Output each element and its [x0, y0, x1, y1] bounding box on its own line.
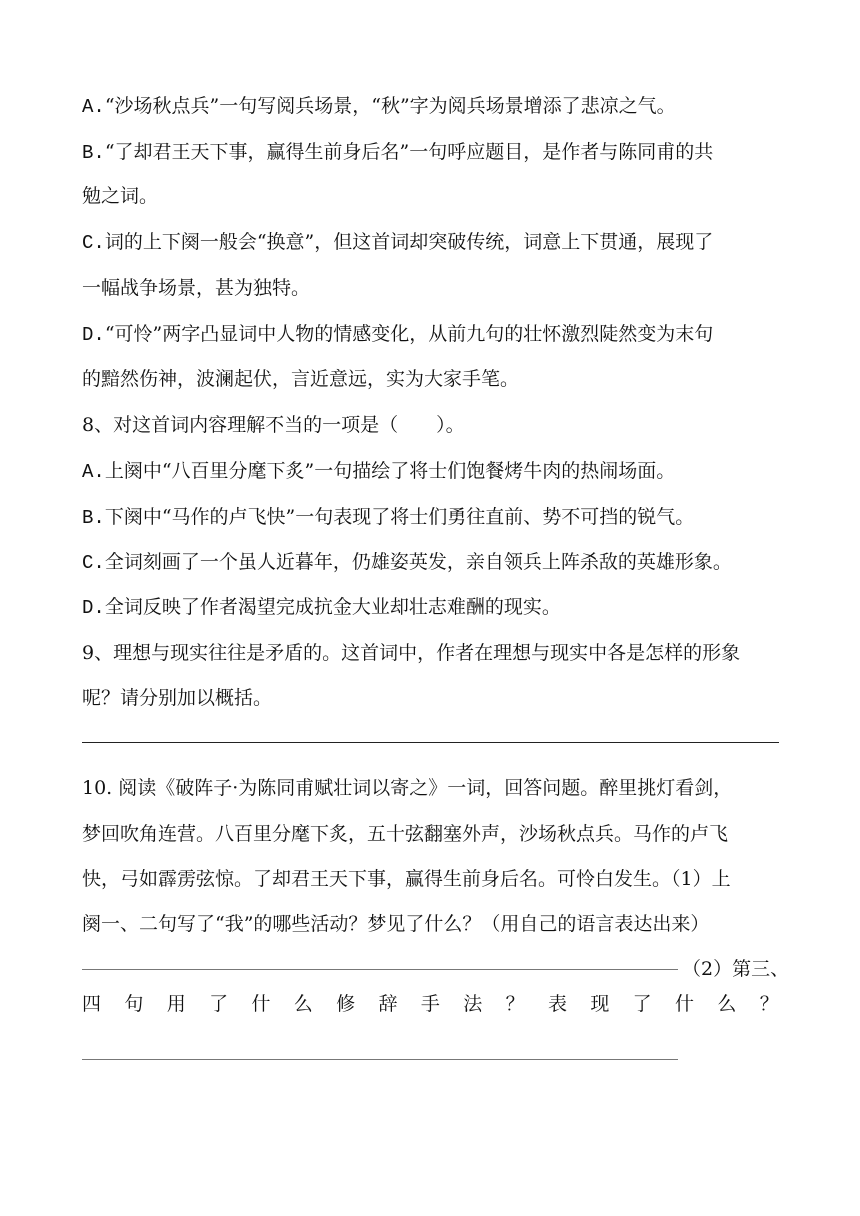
q10-answer-line-1 — [82, 969, 678, 970]
q10-part2-label: （2）第三、 — [682, 958, 790, 980]
q7-option-c: C.词的上下阕一般会“换意”，但这首词却突破传统，词意上下贯通，展现了 — [82, 231, 714, 254]
q8-stem: 8、对这首词内容理解不当的一项是（ ）。 — [82, 414, 465, 436]
q9-stem-line1: 9、理想与现实往往是矛盾的。这首词中，作者在理想与现实中各是怎样的形象 — [82, 642, 741, 664]
q10-char: 辞 — [378, 993, 398, 1015]
q7-option-a: A.“沙场秋点兵”一句写阅兵场景，“秋”字为阅兵场景增添了悲凉之气。 — [82, 95, 676, 118]
q7-option-c-cont: 一幅战争场景，甚为独特。 — [82, 277, 311, 299]
q8-option-b: B.下阕中“马作的卢飞快”一句表现了将士们勇往直前、势不可挡的锐气。 — [82, 506, 695, 529]
q10-char: 法 — [463, 993, 483, 1015]
q10-char: ？ — [505, 993, 525, 1015]
q8-option-d: D.全词反映了作者渴望完成抗金大业却壮志难酬的现实。 — [82, 596, 561, 619]
q10-char: 句 — [124, 993, 144, 1015]
q9-stem-line2: 呢？请分别加以概括。 — [82, 687, 273, 709]
q10-char: 什 — [251, 993, 271, 1015]
q10-answer-line-2 — [82, 1059, 678, 1060]
q10-part2-question — [82, 992, 779, 1016]
q10-line3: 快，弓如霹雳弦惊。了却君王天下事，赢得生前身后名。可怜白发生。（1）上 — [82, 868, 731, 890]
q7-option-b-cont: 勉之词。 — [82, 185, 159, 207]
q10-char: 现 — [590, 993, 610, 1015]
q10-char: 什 — [675, 993, 695, 1015]
q10-char: ？ — [759, 993, 779, 1015]
q10-char: 修 — [336, 993, 356, 1015]
q9-answer-line — [82, 742, 779, 743]
q7-option-b: B.“了却君王天下事，赢得生前身后名”一句呼应题目，是作者与陈同甫的共 — [82, 141, 714, 164]
q8-option-c: C.全词刻画了一个虽人近暮年，仍雄姿英发，亲自领兵上阵杀敌的英雄形象。 — [82, 551, 732, 574]
q10-char: 么 — [293, 993, 313, 1015]
q10-char: 四 — [82, 993, 102, 1015]
q8-option-a: A.上阕中“八百里分麾下炙”一句描绘了将士们饱餐烤牛肉的热闹场面。 — [82, 460, 676, 483]
q10-line1: 10. 阅读《破阵子·为陈同甫赋壮词以寄之》一词，回答问题。醉里挑灯看剑， — [82, 777, 733, 799]
q10-char: 了 — [632, 993, 652, 1015]
q10-char: 了 — [209, 993, 229, 1015]
q10-char: 用 — [166, 993, 186, 1015]
q10-char: 手 — [420, 993, 440, 1015]
q7-option-d-cont: 的黯然伤神，波澜起伏，言近意远，实为大家手笔。 — [82, 368, 520, 390]
q7-option-d: D.“可怜”两字凸显词中人物的情感变化，从前九句的壮怀激烈陡然变为末句 — [82, 323, 714, 346]
q10-char: 表 — [547, 993, 567, 1015]
q10-line4: 阕一、二句写了“我”的哪些活动？梦见了什么？（用自己的语言表达出来） — [82, 913, 710, 935]
q10-char: 么 — [717, 993, 737, 1015]
q10-line2: 梦回吹角连营。八百里分麾下炙，五十弦翻塞外声，沙场秋点兵。马作的卢飞 — [82, 823, 729, 845]
